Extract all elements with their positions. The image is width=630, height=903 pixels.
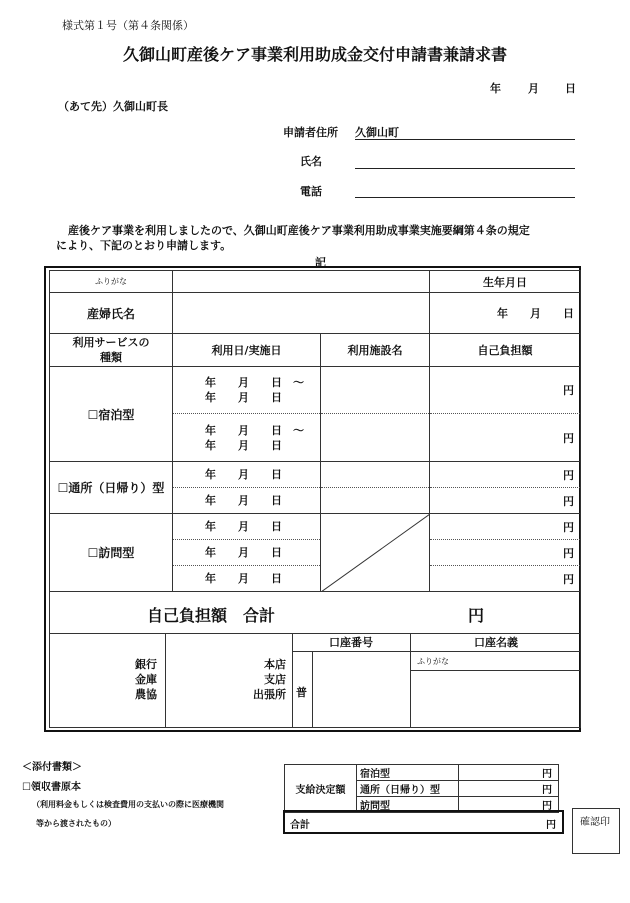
body-text-2: により、下記のとおり申請します。: [56, 239, 232, 252]
service-daycare[interactable]: ☐通所（日帰り）型: [50, 462, 173, 514]
decision-overnight-amount[interactable]: 円: [459, 765, 559, 781]
overnight-date-1[interactable]: 年 月 日 ～ 年 月 日: [173, 367, 321, 414]
total-row: [50, 592, 581, 634]
service-visit[interactable]: ☐訪問型: [50, 514, 173, 592]
total-yen[interactable]: 円: [468, 606, 485, 625]
mother-name-field[interactable]: [173, 293, 430, 334]
account-furigana-field[interactable]: [411, 652, 581, 671]
account-furigana-label: ふりがな: [417, 657, 449, 666]
visit-cost-2[interactable]: 円: [430, 540, 581, 566]
phone-label: 電話: [300, 185, 322, 198]
daycare-cost-2[interactable]: 円: [430, 488, 581, 514]
phone-field[interactable]: [355, 197, 575, 198]
cost-header: 自己負担額: [430, 334, 581, 367]
address-underline: [355, 139, 575, 140]
diagonal-strike: [321, 514, 430, 592]
name-label: 氏名: [300, 155, 322, 168]
addressee: （あて先）久御山町長: [58, 100, 168, 113]
daycare-date-2[interactable]: 年 月 日: [173, 488, 321, 514]
address-value[interactable]: 久御山町: [355, 126, 399, 139]
decision-total-label: 合計: [290, 820, 310, 831]
service-overnight[interactable]: ☐宿泊型: [50, 367, 173, 462]
account-number-field[interactable]: [313, 652, 411, 728]
date-day: 日: [565, 82, 576, 95]
branch-type-label: 本店 支店 出張所: [253, 658, 286, 701]
usage-date-header: 利用日/実施日: [173, 334, 321, 367]
main-table: [49, 270, 581, 728]
attachment-note-1: （利用料金もしくは検査費用の支払いの際に医療機関: [32, 800, 224, 809]
account-name-label: 口座名義: [474, 636, 518, 649]
decision-daycare-amount[interactable]: 円: [459, 781, 559, 797]
decision-label: 支給決定額: [285, 765, 357, 813]
account-number-label: 口座番号: [329, 636, 373, 649]
attachment-note-2: 等から渡されたもの）: [36, 819, 116, 828]
attachments-title: ＜添付書類＞: [22, 762, 82, 773]
account-type: 普: [296, 686, 307, 699]
decision-table: [284, 764, 559, 813]
furigana-label: ふりがな: [50, 271, 173, 293]
facility-header: 利用施設名: [321, 334, 430, 367]
daycare-facility-1[interactable]: [321, 462, 430, 488]
decision-total-yen: 円: [546, 820, 556, 831]
decision-row-daycare: 通所（日帰り）型: [357, 781, 459, 797]
account-name-field[interactable]: [411, 671, 581, 728]
decision-total-box[interactable]: [283, 810, 564, 834]
service-type-header: 利用サービスの 種類: [50, 334, 173, 367]
visit-date-2[interactable]: 年 月 日: [173, 540, 321, 566]
overnight-cost-1[interactable]: 円: [430, 367, 581, 414]
name-field[interactable]: [355, 168, 575, 169]
confirmation-stamp-label: 確認印: [580, 817, 610, 828]
visit-date-3[interactable]: 年 月 日: [173, 566, 321, 592]
body-text-1: 産後ケア事業を利用しましたので、久御山町産後ケア事業利用助成事業実施要綱第４条の規定: [68, 224, 530, 237]
bank-type-label: 銀行 金庫 農協: [135, 658, 157, 701]
page-title: 久御山町産後ケア事業利用助成金交付申請書兼請求書: [122, 45, 507, 64]
decision-row-overnight: 宿泊型: [357, 765, 459, 781]
date-year: 年: [490, 82, 501, 95]
daycare-cost-1[interactable]: 円: [430, 462, 581, 488]
visit-facility-na: [321, 514, 430, 592]
visit-date-1[interactable]: 年 月 日: [173, 514, 321, 540]
decision-visit-amount[interactable]: 円: [459, 797, 559, 813]
mother-name-label: 産婦氏名: [50, 293, 173, 334]
overnight-facility-2[interactable]: [321, 414, 430, 462]
attachment-receipt: ☐領収書原本: [22, 782, 81, 793]
ki-label: 記: [315, 256, 326, 269]
birthdate-label: 生年月日: [430, 271, 581, 293]
furigana-field[interactable]: [173, 271, 430, 293]
visit-cost-3[interactable]: 円: [430, 566, 581, 592]
birthdate-field[interactable]: 年 月 日: [430, 293, 581, 334]
decision-row-visit: 訪問型: [357, 797, 459, 813]
confirmation-stamp-box[interactable]: [572, 808, 620, 854]
overnight-date-2[interactable]: 年 月 日 ～ 年 月 日: [173, 414, 321, 462]
bank-row: [50, 634, 581, 728]
visit-cost-1[interactable]: 円: [430, 514, 581, 540]
account-type-cell: [292, 652, 313, 728]
address-label: 申請者住所: [283, 126, 338, 139]
total-label: 自己負担額 合計: [147, 606, 276, 625]
account-name-header: [411, 634, 581, 652]
bank-name-field[interactable]: [50, 634, 166, 728]
overnight-cost-2[interactable]: 円: [430, 414, 581, 462]
daycare-date-1[interactable]: 年 月 日: [173, 462, 321, 488]
overnight-facility-1[interactable]: [321, 367, 430, 414]
date-month: 月: [528, 82, 539, 95]
daycare-facility-2[interactable]: [321, 488, 430, 514]
branch-field[interactable]: [165, 634, 293, 728]
account-number-header: [292, 634, 411, 652]
form-number: 様式第１号（第４条関係）: [62, 19, 194, 32]
